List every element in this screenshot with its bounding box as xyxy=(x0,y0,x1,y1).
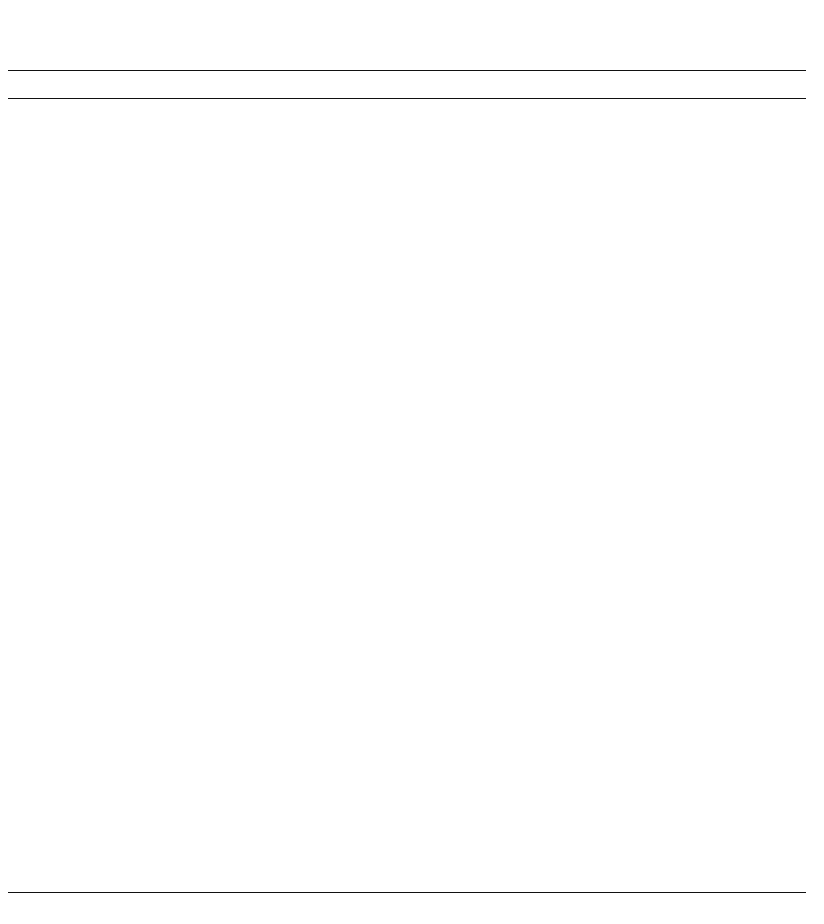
header-rule xyxy=(8,98,806,99)
header-row xyxy=(0,72,824,96)
top-rule xyxy=(8,70,806,71)
bottom-rule xyxy=(8,892,806,893)
